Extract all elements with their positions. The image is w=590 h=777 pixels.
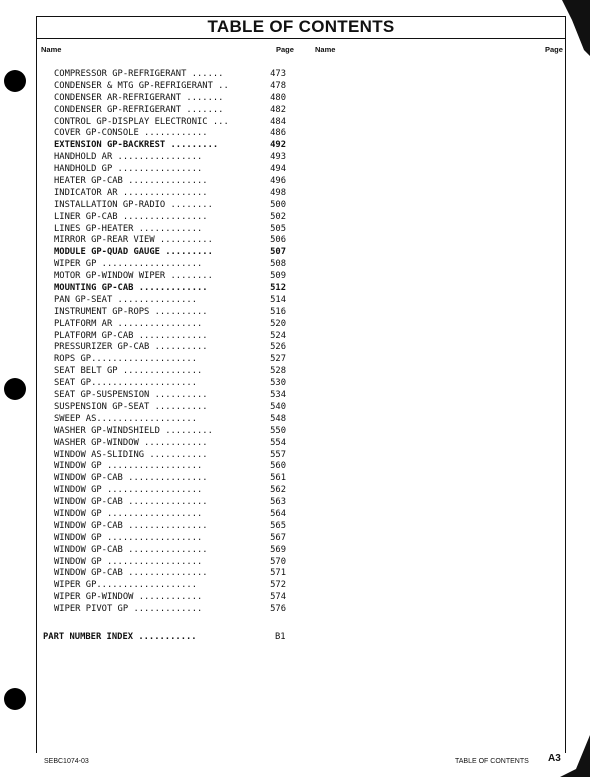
corner-tab-top-icon [562, 0, 590, 56]
toc-entry[interactable] [54, 580, 286, 592]
toc-entry[interactable] [54, 520, 286, 533]
toc-entry[interactable] [54, 556, 286, 569]
toc-entry[interactable] [54, 187, 286, 200]
toc-entry-name: WINDOW GP-CAB ............... [54, 568, 208, 579]
toc-entry-name: WINDOW GP .................. [54, 508, 203, 519]
toc-entry[interactable] [54, 532, 286, 545]
toc-entry-page: 473 [270, 69, 286, 79]
column-header-name-left: Name [41, 45, 62, 54]
toc-entry[interactable] [54, 497, 286, 509]
toc-entry-page: 524 [270, 330, 286, 341]
toc-entry-page: 482 [270, 104, 286, 115]
toc-entry-page: 493 [270, 152, 286, 163]
toc-entry-page: 570 [270, 556, 286, 567]
toc-entry-page: 576 [270, 604, 286, 615]
toc-entry-page: 502 [270, 211, 286, 222]
toc-entry-name: WASHER GP-WINDOW ............ [54, 437, 208, 448]
toc-entry[interactable] [54, 318, 286, 331]
toc-entry-page: 492 [270, 140, 286, 151]
toc-entry-name: WINDOW GP-CAB ............... [54, 497, 208, 508]
toc-entry-page: 520 [270, 318, 286, 329]
toc-entry-name: WIPER GP-WINDOW ............ [54, 592, 203, 603]
toc-entry-name: PLATFORM GP-CAB ............. [54, 330, 208, 341]
toc-entry-page: 512 [270, 283, 286, 294]
toc-entry-page: 484 [270, 116, 286, 127]
toc-entry-name: WINDOW GP .................. [54, 485, 203, 496]
toc-entry-page: 514 [270, 294, 286, 305]
toc-entry-name: WIPER PIVOT GP ............. [54, 604, 203, 615]
toc-entry-name: HEATER GP-CAB ............... [54, 176, 208, 187]
toc-entry[interactable] [54, 342, 286, 354]
toc-entry[interactable] [54, 473, 286, 485]
toc-entry-name: INDICATOR AR ................ [54, 187, 208, 198]
toc-entry[interactable] [54, 354, 286, 366]
toc-entry-name: MOUNTING GP-CAB ............. [54, 283, 208, 294]
toc-entry-name: SWEEP AS................... [54, 413, 197, 424]
footer-section-title: TABLE OF CONTENTS [455, 758, 529, 765]
toc-entry-page: 480 [270, 92, 286, 103]
toc-entry-page: 494 [270, 164, 286, 175]
toc-entry-page: 565 [270, 520, 286, 531]
toc-entry[interactable] [54, 140, 286, 152]
toc-entry-page: 554 [270, 437, 286, 448]
toc-entry-page: 526 [270, 342, 286, 353]
toc-entry[interactable] [54, 413, 286, 426]
toc-entry-page: 574 [270, 592, 286, 603]
toc-entry[interactable] [54, 330, 286, 343]
toc-entry-name: INSTALLATION GP-RADIO ........ [54, 199, 213, 210]
toc-entry-page: 530 [270, 378, 286, 389]
toc-entry-page: 540 [270, 401, 286, 412]
toc-entry-page: 505 [270, 223, 286, 234]
toc-entry-name: PLATFORM AR ................ [54, 318, 203, 329]
toc-entry-name: SEAT GP-SUSPENSION .......... [54, 390, 208, 401]
toc-entry-name: WIPER GP ................... [54, 259, 203, 270]
toc-entry-name: CONTROL GP-DISPLAY ELECTRONIC ... [54, 116, 229, 127]
toc-entry-name: PRESSURIZER GP-CAB .......... [54, 342, 208, 353]
toc-list [54, 69, 286, 616]
toc-entry[interactable] [54, 176, 286, 188]
toc-entry-name: WINDOW GP .................. [54, 532, 203, 543]
toc-entry-page: 508 [270, 259, 286, 270]
part-number-index-label: PART NUMBER INDEX ........... [43, 632, 197, 642]
toc-entry-name: WINDOW GP .................. [54, 556, 203, 567]
binder-hole-middle [4, 378, 26, 400]
toc-entry-page: 534 [270, 390, 286, 401]
toc-entry-page: 550 [270, 425, 286, 436]
page-title: TABLE OF CONTENTS [207, 17, 395, 36]
toc-entry-name: HANDHOLD AR ................ [54, 152, 203, 163]
toc-entry-name: INSTRUMENT GP-ROPS .......... [54, 306, 208, 317]
toc-entry-name: WASHER GP-WINDSHIELD ......... [54, 425, 213, 436]
toc-entry-page: 564 [270, 508, 286, 519]
toc-entry-page: 527 [270, 354, 286, 365]
column-header-page-right: Page [545, 45, 563, 54]
toc-entry-name: CONDENSER GP-REFRIGERANT ....... [54, 104, 224, 115]
toc-entry-page: 528 [270, 366, 286, 377]
toc-entry-name: LINER GP-CAB ................ [54, 211, 208, 222]
toc-entry[interactable] [54, 283, 286, 295]
toc-entry[interactable] [54, 128, 286, 140]
toc-entry[interactable] [54, 271, 286, 283]
toc-entry[interactable] [54, 199, 286, 212]
toc-entry-name: MODULE GP-QUAD GAUGE ......... [54, 247, 213, 258]
toc-entry[interactable] [54, 116, 286, 129]
toc-entry-name: ROPS GP.................... [54, 354, 197, 365]
toc-entry[interactable] [54, 508, 286, 521]
toc-entry-name: WINDOW GP-CAB ............... [54, 520, 208, 531]
part-number-index-page: B1 [275, 632, 286, 642]
toc-entry-name: WINDOW AS-SLIDING ........... [54, 449, 208, 460]
toc-entry[interactable] [54, 378, 286, 390]
toc-entry-page: 557 [270, 449, 286, 460]
toc-entry-name: WINDOW GP .................. [54, 461, 203, 472]
toc-entry[interactable] [54, 390, 286, 402]
page-number: A3 [548, 753, 561, 764]
column-header-name-right: Name [315, 45, 336, 54]
toc-entry[interactable] [54, 247, 286, 259]
toc-entry-page: 509 [270, 271, 286, 282]
toc-entry-name: SUSPENSION GP-SEAT .......... [54, 401, 208, 412]
toc-entry-page: 498 [270, 187, 286, 198]
toc-entry[interactable] [54, 401, 286, 414]
part-number-index-entry[interactable] [43, 632, 293, 642]
toc-entry[interactable] [54, 80, 286, 93]
title-divider [37, 38, 565, 39]
toc-entry-page: 516 [270, 306, 286, 317]
toc-entry[interactable] [54, 259, 286, 271]
toc-entry-name: SEAT BELT GP ............... [54, 366, 203, 377]
toc-entry-page: 572 [270, 580, 286, 591]
toc-entry-name: COMPRESSOR GP-REFRIGERANT ...... [54, 69, 224, 79]
toc-entry[interactable] [54, 104, 286, 117]
toc-entry-page: 496 [270, 176, 286, 187]
toc-entry-name: SEAT GP.................... [54, 378, 197, 389]
toc-entry-page: 500 [270, 199, 286, 210]
toc-entry-name: MOTOR GP-WINDOW WIPER ........ [54, 271, 213, 282]
page-frame [36, 16, 566, 753]
toc-entry[interactable] [54, 152, 286, 164]
toc-entry-name: PAN GP-SEAT ............... [54, 294, 197, 305]
toc-entry-page: 562 [270, 485, 286, 496]
toc-entry[interactable] [54, 69, 286, 81]
binder-hole-top [4, 70, 26, 92]
binder-hole-bottom [4, 688, 26, 710]
toc-entry-page: 548 [270, 413, 286, 424]
toc-entry[interactable] [54, 449, 286, 462]
toc-entry[interactable] [54, 425, 286, 438]
document-number: SEBC1074-03 [44, 758, 89, 765]
toc-entry[interactable] [54, 485, 286, 497]
toc-entry-page: 486 [270, 128, 286, 139]
toc-entry-name: WIPER GP................... [54, 580, 197, 591]
toc-entry-name: WINDOW GP-CAB ............... [54, 473, 208, 484]
toc-entry-page: 506 [270, 235, 286, 246]
toc-entry[interactable] [54, 164, 286, 176]
toc-entry-page: 478 [270, 80, 286, 91]
toc-entry[interactable] [54, 461, 286, 473]
toc-entry-page: 571 [270, 568, 286, 579]
toc-entry-page: 569 [270, 544, 286, 555]
toc-entry[interactable] [54, 604, 286, 616]
toc-entry-name: LINES GP-HEATER ............ [54, 223, 203, 234]
toc-entry[interactable] [54, 235, 286, 247]
toc-entry[interactable] [54, 92, 286, 105]
toc-entry[interactable] [54, 544, 286, 557]
toc-entry-name: WINDOW GP-CAB ............... [54, 544, 208, 555]
toc-entry-name: HANDHOLD GP ................ [54, 164, 203, 175]
toc-entry[interactable] [54, 592, 286, 604]
column-header-page-left: Page [276, 45, 294, 54]
toc-entry[interactable] [54, 437, 286, 450]
toc-entry[interactable] [54, 294, 286, 307]
toc-entry-name: COVER GP-CONSOLE ............ [54, 128, 208, 139]
toc-entry-name: CONDENSER AR-REFRIGERANT ....... [54, 92, 224, 103]
toc-entry-page: 563 [270, 497, 286, 508]
toc-entry[interactable] [54, 568, 286, 580]
toc-entry[interactable] [54, 306, 286, 319]
toc-entry-page: 567 [270, 532, 286, 543]
toc-entry-name: MIRROR GP-REAR VIEW .......... [54, 235, 213, 246]
toc-entry[interactable] [54, 211, 286, 224]
toc-entry-name: CONDENSER & MTG GP-REFRIGERANT .. [54, 80, 229, 91]
toc-entry[interactable] [54, 366, 286, 378]
toc-entry-page: 507 [270, 247, 286, 258]
toc-entry-page: 560 [270, 461, 286, 472]
toc-entry[interactable] [54, 223, 286, 236]
toc-entry-page: 561 [270, 473, 286, 484]
toc-entry-name: EXTENSION GP-BACKREST ......... [54, 140, 219, 151]
